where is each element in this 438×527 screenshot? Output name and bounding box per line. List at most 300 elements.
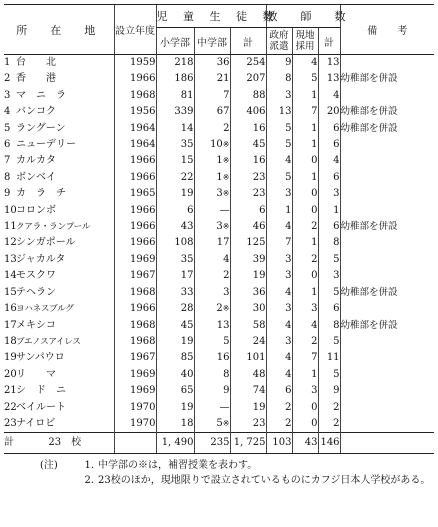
supplementary-mark: ※ bbox=[222, 156, 230, 166]
row-elementary-value: 33 bbox=[180, 286, 194, 298]
row-junior bbox=[194, 104, 230, 120]
row-dispatched-value: 3 bbox=[285, 335, 292, 347]
row-student-total bbox=[230, 235, 266, 251]
row-teacher-total bbox=[318, 268, 340, 284]
row-year-value: 1969 bbox=[130, 385, 156, 397]
row-elementary bbox=[156, 367, 194, 383]
row-remarks bbox=[340, 219, 434, 235]
row-junior bbox=[194, 219, 230, 235]
row-city bbox=[16, 285, 114, 301]
row-city bbox=[16, 137, 114, 153]
row-student-total bbox=[230, 186, 266, 202]
row-dispatched bbox=[266, 334, 292, 350]
row-local-value: 1 bbox=[311, 139, 318, 151]
row-local-value: 0 bbox=[311, 188, 318, 200]
header-year: 設立年度 bbox=[114, 5, 156, 55]
row-remarks bbox=[340, 88, 434, 104]
supplementary-mark: ※ bbox=[222, 304, 230, 314]
row-teacher-total bbox=[318, 71, 340, 87]
supplementary-mark: ※ bbox=[222, 418, 230, 428]
row-number bbox=[4, 252, 16, 268]
row-number-value: 2 bbox=[4, 73, 11, 85]
row-teacher-total bbox=[318, 137, 340, 153]
row-student-total bbox=[230, 400, 266, 416]
row-year bbox=[114, 186, 156, 202]
row-remarks bbox=[340, 104, 434, 120]
table-row bbox=[4, 55, 434, 72]
table-row bbox=[4, 235, 434, 251]
row-remarks bbox=[340, 252, 434, 268]
row-city-value: マ ニ ラ bbox=[16, 89, 66, 101]
header-remarks: 備 考 bbox=[340, 5, 434, 55]
row-teacher-total bbox=[318, 153, 340, 169]
row-elementary bbox=[156, 400, 194, 416]
row-dispatched bbox=[266, 383, 292, 399]
row-number-value: 13 bbox=[4, 253, 17, 265]
row-year bbox=[114, 268, 156, 284]
row-elementary-value: 81 bbox=[180, 89, 194, 101]
table-row bbox=[4, 170, 434, 186]
row-elementary bbox=[156, 71, 194, 87]
row-city-value: カルカタ bbox=[16, 155, 56, 167]
row-teacher-total-value: 2 bbox=[333, 401, 340, 413]
row-number bbox=[4, 170, 16, 186]
row-local-value: 0 bbox=[311, 155, 318, 167]
row-city-value: サンパウロ bbox=[16, 352, 65, 364]
row-elementary bbox=[156, 350, 194, 366]
header-row-top bbox=[4, 5, 434, 28]
row-elementary bbox=[156, 137, 194, 153]
totals-students: 1, 725 bbox=[230, 433, 266, 454]
row-teacher-total-value: 6 bbox=[333, 221, 340, 233]
row-local bbox=[292, 285, 318, 301]
row-local bbox=[292, 318, 318, 334]
row-junior-value: 67 bbox=[216, 106, 230, 118]
header-students: 児 童 生 徒 数 bbox=[156, 5, 266, 28]
row-remarks-value: 幼稚部を併設 bbox=[340, 221, 398, 233]
table-row bbox=[4, 334, 434, 350]
row-elementary-value: 35 bbox=[180, 253, 194, 265]
footnote-2 bbox=[40, 473, 434, 488]
row-junior bbox=[194, 350, 230, 366]
row-number bbox=[4, 186, 16, 202]
row-number-value: 4 bbox=[4, 106, 11, 118]
row-year-value: 1964 bbox=[130, 139, 156, 151]
row-city-value: ニューデリー bbox=[16, 139, 76, 151]
row-junior-value: 16 bbox=[216, 352, 230, 364]
row-local-value: 2 bbox=[311, 335, 318, 347]
row-junior bbox=[194, 170, 230, 186]
row-number bbox=[4, 219, 16, 235]
row-junior bbox=[194, 235, 230, 251]
header-local: 現地採用 bbox=[292, 28, 318, 55]
row-city bbox=[16, 186, 114, 202]
row-teacher-total-value: 6 bbox=[333, 122, 340, 134]
row-number-value: 15 bbox=[4, 286, 17, 298]
row-elementary-value: 28 bbox=[180, 303, 194, 315]
row-dispatched bbox=[266, 137, 292, 153]
row-city-value: テヘラン bbox=[16, 286, 56, 298]
row-teacher-total bbox=[318, 55, 340, 72]
row-junior-value: — bbox=[219, 401, 230, 413]
row-year-value: 1966 bbox=[130, 73, 156, 85]
row-number-value: 17 bbox=[4, 319, 17, 331]
table-row bbox=[4, 268, 434, 284]
row-student-total-value: 23 bbox=[252, 188, 266, 200]
row-elementary bbox=[156, 301, 194, 317]
row-number bbox=[4, 400, 16, 416]
row-year-value: 1966 bbox=[130, 221, 156, 233]
row-local-value: 7 bbox=[311, 106, 318, 118]
row-teacher-total bbox=[318, 170, 340, 186]
row-student-total-value: 16 bbox=[252, 122, 266, 134]
row-dispatched-value: 3 bbox=[285, 303, 292, 315]
row-student-total bbox=[230, 219, 266, 235]
row-number-value: 22 bbox=[4, 401, 17, 413]
row-junior bbox=[194, 55, 230, 72]
row-dispatched bbox=[266, 55, 292, 72]
table-row bbox=[4, 285, 434, 301]
row-year bbox=[114, 235, 156, 251]
row-year-value: 1967 bbox=[130, 352, 156, 364]
footnote-label: (注) bbox=[40, 460, 58, 471]
row-dispatched bbox=[266, 268, 292, 284]
row-student-total-value: 101 bbox=[246, 352, 266, 364]
row-local-value: 0 bbox=[311, 401, 318, 413]
row-junior bbox=[194, 88, 230, 104]
row-junior bbox=[194, 400, 230, 416]
row-elementary-value: 218 bbox=[174, 57, 194, 68]
row-junior bbox=[194, 301, 230, 317]
row-dispatched-value: 4 bbox=[285, 352, 292, 364]
row-junior-value: 5 bbox=[223, 335, 230, 347]
header-elementary: 小学部 bbox=[156, 28, 194, 55]
row-junior-value: 1 bbox=[216, 155, 223, 167]
table-row bbox=[4, 318, 434, 334]
row-junior bbox=[194, 318, 230, 334]
row-year-value: 1966 bbox=[130, 204, 156, 216]
row-dispatched bbox=[266, 416, 292, 433]
row-year-value: 1968 bbox=[130, 319, 156, 331]
row-teacher-total-value: 8 bbox=[333, 319, 340, 331]
totals-dispatched: 103 bbox=[266, 433, 292, 454]
row-number-value: 5 bbox=[4, 122, 11, 134]
row-elementary bbox=[156, 334, 194, 350]
table-row bbox=[4, 301, 434, 317]
row-junior bbox=[194, 285, 230, 301]
row-junior bbox=[194, 252, 230, 268]
row-city-value: ヨハネスブルグ bbox=[16, 304, 74, 315]
row-remarks bbox=[340, 186, 434, 202]
row-city bbox=[16, 268, 114, 284]
supplementary-mark: ※ bbox=[222, 222, 230, 232]
row-teacher-total-value: 5 bbox=[333, 335, 340, 347]
row-local-value: 2 bbox=[311, 253, 318, 265]
row-dispatched bbox=[266, 301, 292, 317]
row-local-value: 1 bbox=[311, 171, 318, 183]
row-student-total bbox=[230, 334, 266, 350]
table-row bbox=[4, 137, 434, 153]
table-row bbox=[4, 350, 434, 366]
row-dispatched bbox=[266, 186, 292, 202]
row-junior-value: 7 bbox=[223, 89, 230, 101]
row-elementary bbox=[156, 88, 194, 104]
row-local bbox=[292, 186, 318, 202]
row-teacher-total-value: 6 bbox=[333, 171, 340, 183]
row-student-total-value: 48 bbox=[252, 368, 266, 380]
header-student-total: 計 bbox=[230, 28, 266, 55]
row-year bbox=[114, 367, 156, 383]
row-teacher-total bbox=[318, 219, 340, 235]
row-teacher-total-value: 1 bbox=[333, 204, 340, 216]
row-year-value: 1964 bbox=[130, 122, 156, 134]
row-local bbox=[292, 203, 318, 219]
row-elementary-value: 339 bbox=[174, 106, 194, 118]
row-junior-value: 4 bbox=[223, 253, 230, 265]
row-city bbox=[16, 301, 114, 317]
row-teacher-total-value: 9 bbox=[333, 385, 340, 397]
row-local-value: 1 bbox=[311, 122, 318, 134]
row-teacher-total-value: 5 bbox=[333, 253, 340, 265]
table-row bbox=[4, 153, 434, 169]
header-dispatched: 政府派遣 bbox=[266, 28, 292, 55]
row-junior-value: 17 bbox=[216, 237, 230, 249]
row-dispatched bbox=[266, 400, 292, 416]
row-local-value: 0 bbox=[311, 204, 318, 216]
row-year bbox=[114, 318, 156, 334]
row-teacher-total-value: 3 bbox=[333, 188, 340, 200]
row-year bbox=[114, 350, 156, 366]
row-elementary-value: 35 bbox=[180, 139, 194, 151]
row-elementary bbox=[156, 104, 194, 120]
row-student-total bbox=[230, 350, 266, 366]
row-dispatched-value: 4 bbox=[285, 286, 292, 298]
row-student-total-value: 58 bbox=[252, 319, 266, 331]
row-teacher-total-value: 5 bbox=[333, 286, 340, 298]
row-teacher-total bbox=[318, 104, 340, 120]
row-number bbox=[4, 235, 16, 251]
row-city-value: モスクワ bbox=[16, 270, 56, 282]
row-teacher-total bbox=[318, 88, 340, 104]
row-junior-value: 10 bbox=[210, 139, 223, 151]
row-remarks bbox=[340, 121, 434, 137]
footnote-1 bbox=[40, 458, 434, 473]
row-number bbox=[4, 367, 16, 383]
row-student-total-value: 30 bbox=[252, 303, 266, 315]
row-junior-value: — bbox=[219, 204, 230, 216]
supplementary-mark: ※ bbox=[222, 140, 230, 150]
row-remarks bbox=[340, 301, 434, 317]
row-year-value: 1959 bbox=[130, 57, 156, 68]
row-dispatched-value: 7 bbox=[285, 237, 292, 249]
row-city bbox=[16, 350, 114, 366]
row-city bbox=[16, 153, 114, 169]
row-number bbox=[4, 121, 16, 137]
row-city-value: ジャカルタ bbox=[16, 253, 66, 265]
row-remarks bbox=[340, 137, 434, 153]
row-year-value: 1966 bbox=[130, 237, 156, 249]
row-city bbox=[16, 252, 114, 268]
row-dispatched-value: 2 bbox=[285, 401, 292, 413]
row-city-value: ブエノスアイレス bbox=[16, 336, 81, 347]
row-teacher-total-value: 13 bbox=[326, 73, 340, 85]
row-number bbox=[4, 71, 16, 87]
row-student-total bbox=[230, 153, 266, 169]
totals-junior: 235 bbox=[194, 433, 230, 454]
row-local-value: 3 bbox=[311, 385, 318, 397]
row-year bbox=[114, 301, 156, 317]
row-city bbox=[16, 104, 114, 120]
row-local-value: 4 bbox=[311, 319, 318, 331]
row-dispatched-value: 13 bbox=[278, 106, 292, 118]
row-dispatched bbox=[266, 252, 292, 268]
row-junior-value: 2 bbox=[223, 122, 230, 134]
row-year bbox=[114, 383, 156, 399]
row-elementary-value: 18 bbox=[180, 417, 194, 429]
row-student-total bbox=[230, 203, 266, 219]
row-elementary bbox=[156, 383, 194, 399]
row-dispatched-value: 3 bbox=[285, 89, 292, 101]
row-student-total bbox=[230, 121, 266, 137]
footnote-number: 1. bbox=[84, 460, 94, 471]
row-teacher-total-value: 13 bbox=[326, 57, 340, 68]
row-local-value: 5 bbox=[311, 73, 318, 85]
row-local bbox=[292, 137, 318, 153]
row-local-value: 0 bbox=[311, 417, 318, 429]
row-elementary bbox=[156, 416, 194, 433]
row-junior-value: 3 bbox=[216, 221, 223, 233]
row-student-total bbox=[230, 137, 266, 153]
row-remarks-value: 幼稚部を併設 bbox=[340, 106, 398, 118]
row-student-total bbox=[230, 416, 266, 433]
row-dispatched bbox=[266, 88, 292, 104]
row-year bbox=[114, 334, 156, 350]
row-local-value: 7 bbox=[311, 352, 318, 364]
row-year-value: 1967 bbox=[130, 270, 156, 282]
row-local bbox=[292, 383, 318, 399]
row-teacher-total bbox=[318, 285, 340, 301]
row-dispatched-value: 5 bbox=[285, 171, 292, 183]
row-junior-value: 5 bbox=[216, 417, 223, 429]
row-junior bbox=[194, 71, 230, 87]
row-teacher-total-value: 11 bbox=[326, 352, 340, 364]
header-teacher-total: 計 bbox=[318, 28, 340, 55]
row-city bbox=[16, 383, 114, 399]
row-elementary-value: 19 bbox=[180, 401, 194, 413]
row-dispatched bbox=[266, 367, 292, 383]
row-junior-value: 9 bbox=[223, 385, 230, 397]
row-elementary bbox=[156, 170, 194, 186]
row-teacher-total-value: 8 bbox=[333, 237, 340, 249]
row-remarks bbox=[340, 55, 434, 72]
row-student-total-value: 6 bbox=[259, 204, 266, 216]
row-elementary bbox=[156, 219, 194, 235]
row-year bbox=[114, 203, 156, 219]
row-year-value: 1966 bbox=[130, 171, 156, 183]
row-city-value: 台 北 bbox=[16, 57, 56, 68]
row-number bbox=[4, 268, 16, 284]
footnote-text: 23校のほか，現地限りで設立されているものにカフジ日本人学校がある。 bbox=[98, 475, 431, 486]
row-city bbox=[16, 367, 114, 383]
row-remarks bbox=[340, 268, 434, 284]
row-number-value: 14 bbox=[4, 270, 17, 282]
row-dispatched bbox=[266, 350, 292, 366]
row-elementary-value: 22 bbox=[180, 171, 194, 183]
row-number-value: 16 bbox=[4, 303, 17, 315]
row-remarks bbox=[340, 170, 434, 186]
row-city-value: ナイロビ bbox=[16, 417, 56, 429]
row-city bbox=[16, 88, 114, 104]
row-year bbox=[114, 153, 156, 169]
footnote-text: 中学部の※は，補習授業を表わす。 bbox=[98, 460, 258, 471]
row-year bbox=[114, 170, 156, 186]
row-dispatched-value: 4 bbox=[285, 368, 292, 380]
row-student-total-value: 23 bbox=[252, 417, 266, 429]
row-city bbox=[16, 235, 114, 251]
row-local bbox=[292, 153, 318, 169]
row-number-value: 11 bbox=[4, 221, 17, 233]
row-remarks-value: 幼稚部を併設 bbox=[340, 286, 398, 298]
row-city bbox=[16, 55, 114, 72]
row-junior-value: 21 bbox=[216, 73, 230, 85]
row-junior bbox=[194, 186, 230, 202]
supplementary-mark: ※ bbox=[222, 172, 230, 182]
row-student-total bbox=[230, 383, 266, 399]
row-student-total-value: 39 bbox=[252, 253, 266, 265]
row-local bbox=[292, 416, 318, 433]
row-junior-value: 3 bbox=[223, 286, 230, 298]
row-junior-value: 1 bbox=[216, 171, 223, 183]
footnote-number: 2. bbox=[84, 475, 94, 486]
row-elementary-value: 14 bbox=[180, 122, 194, 134]
row-number bbox=[4, 285, 16, 301]
row-local bbox=[292, 170, 318, 186]
row-number bbox=[4, 383, 16, 399]
row-teacher-total bbox=[318, 252, 340, 268]
row-local bbox=[292, 55, 318, 72]
row-elementary bbox=[156, 203, 194, 219]
row-junior bbox=[194, 153, 230, 169]
row-dispatched bbox=[266, 170, 292, 186]
row-number bbox=[4, 203, 16, 219]
totals-label: 計 bbox=[4, 433, 16, 454]
row-student-total bbox=[230, 285, 266, 301]
row-local bbox=[292, 88, 318, 104]
row-elementary-value: 65 bbox=[180, 385, 194, 397]
row-teacher-total bbox=[318, 383, 340, 399]
table-row bbox=[4, 416, 434, 433]
row-student-total-value: 24 bbox=[252, 335, 266, 347]
row-student-total bbox=[230, 301, 266, 317]
row-elementary bbox=[156, 268, 194, 284]
row-elementary bbox=[156, 55, 194, 72]
row-number bbox=[4, 153, 16, 169]
row-teacher-total bbox=[318, 416, 340, 433]
row-local bbox=[292, 301, 318, 317]
row-city bbox=[16, 71, 114, 87]
row-number bbox=[4, 334, 16, 350]
row-city bbox=[16, 170, 114, 186]
row-number-value: 6 bbox=[4, 139, 11, 151]
row-number-value: 20 bbox=[4, 368, 17, 380]
row-teacher-total bbox=[318, 301, 340, 317]
row-year-value: 1970 bbox=[130, 417, 156, 429]
row-student-total bbox=[230, 55, 266, 72]
row-dispatched-value: 2 bbox=[285, 417, 292, 429]
row-junior bbox=[194, 203, 230, 219]
row-junior-value: 3 bbox=[216, 188, 223, 200]
row-city bbox=[16, 219, 114, 235]
